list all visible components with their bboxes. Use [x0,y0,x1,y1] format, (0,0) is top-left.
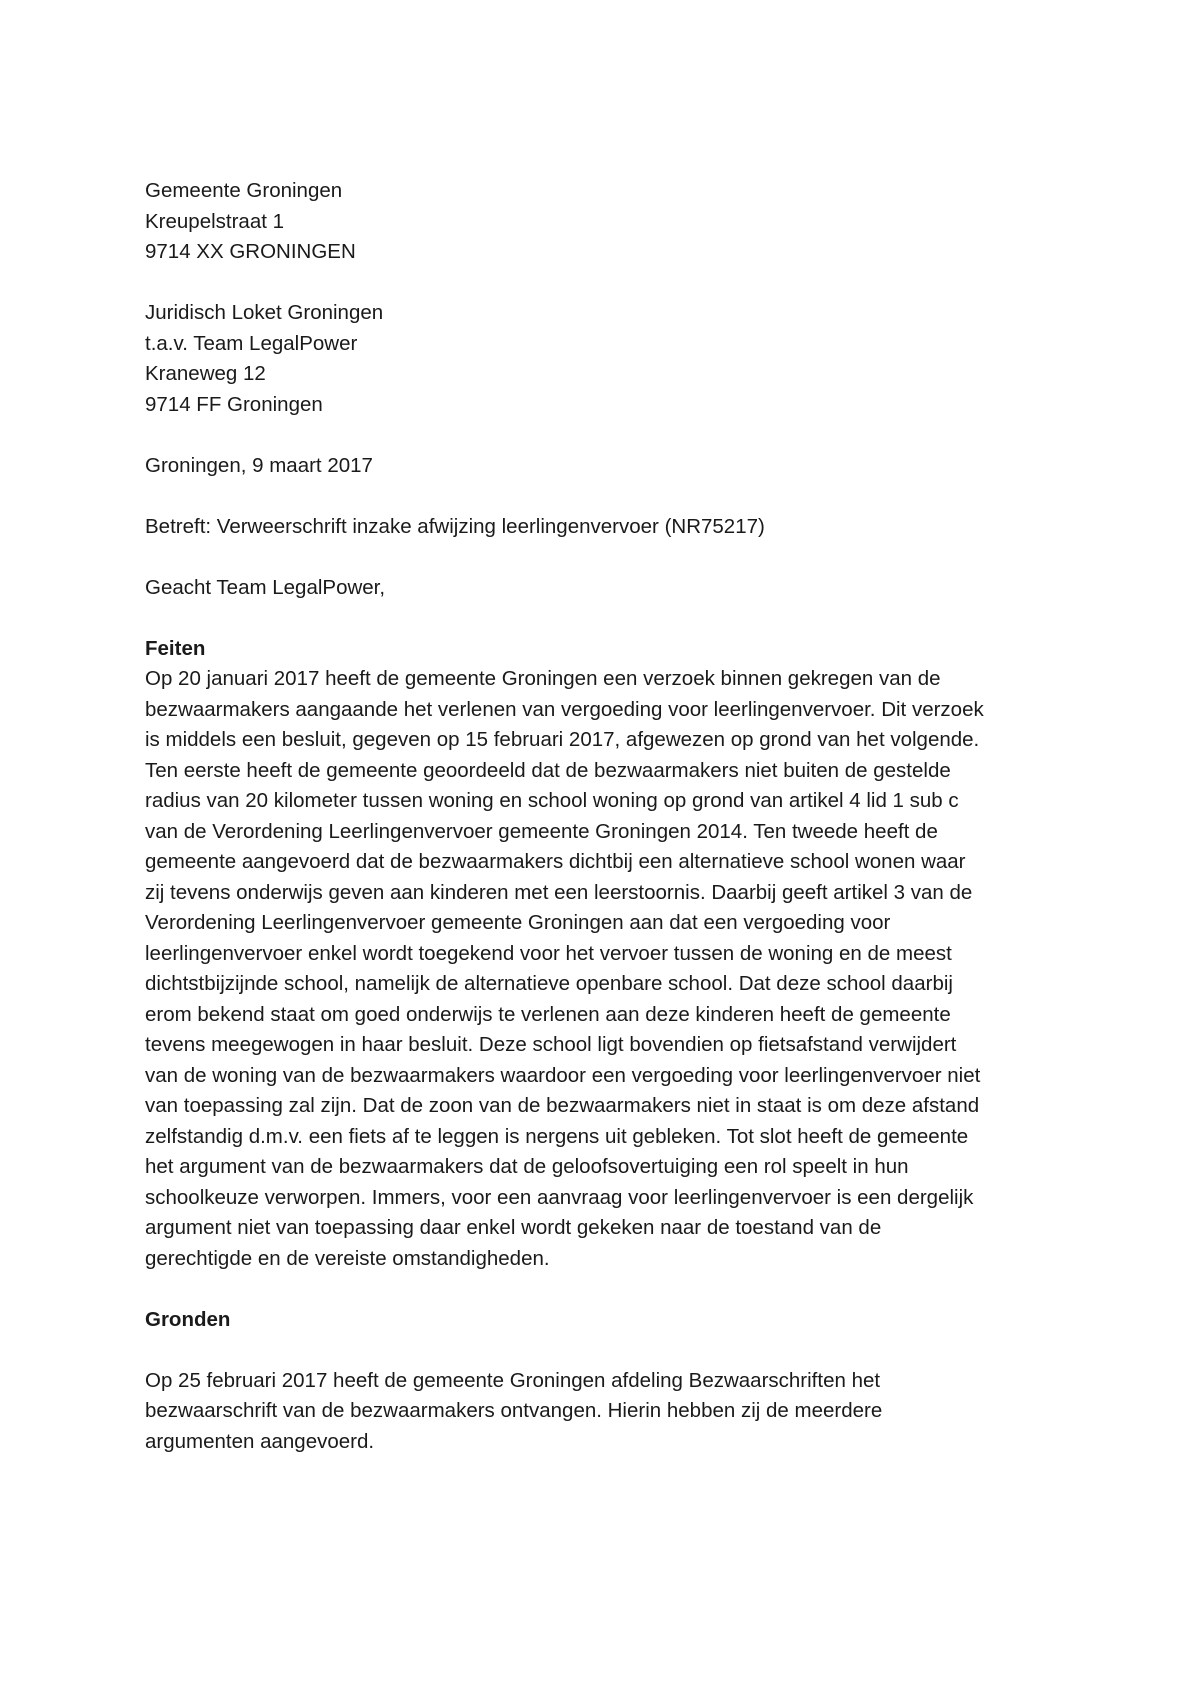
recipient-postal-city: 9714 FF Groningen [145,392,323,416]
spacer [145,1274,1065,1305]
paragraph-line: zelfstandig d.m.v. een fiets af te leggen is nergens uit gebleken. Tot slot heeft de gemeente [145,1124,969,1148]
paragraph-line: is middels een besluit, gegeven op 15 februari 2017, afgewezen op grond van het volgende. [145,728,980,751]
paragraph-line: Ten eerste heeft de gemeente geoordeeld dat de bezwaarmakers niet buiten de gestelde [145,758,951,782]
spacer [145,542,1065,573]
sender-address [145,176,1065,268]
spacer [145,603,1065,634]
paragraph-line: argument niet van toepassing daar enkel wordt gekeken naar de toestand van de [145,1216,882,1239]
paragraph-line: van toepassing zal zijn. Dat de zoon van de bezwaarmakers niet in staat is om deze afstand [145,1094,980,1117]
date-line: Groningen, 9 maart 2017 [145,453,373,477]
paragraph-line: radius van 20 kilometer tussen woning en school woning op grond van artikel 4 lid 1 sub c [145,789,959,812]
feiten-heading: Feiten [145,636,206,660]
paragraph-line: zij tevens onderwijs geven aan kinderen met een leerstoornis. Daarbij geeft artikel 3 van de [145,880,973,904]
letter-page [145,176,1065,1457]
paragraph-line: het argument van de bezwaarmakers dat de geloofsovertuiging een rol speelt in hun [145,1155,909,1178]
recipient-address [145,298,1065,420]
sender-name: Gemeente Groningen [145,179,343,202]
paragraph-line: argumenten aangevoerd. [145,1429,375,1453]
paragraph-line: schoolkeuze verworpen. Immers, voor een aanvraag voor leerlingenvervoer is een dergelijk [145,1185,974,1209]
paragraph-line: van de Verordening Leerlingenvervoer gemeente Groningen 2014. Ten tweede heeft de [145,819,938,843]
paragraph-line: bezwaarschrift van de bezwaarmakers ontvangen. Hierin hebben zij de meerdere [145,1399,883,1422]
feiten-section [145,634,1065,1275]
feiten-paragraph [145,664,1065,1274]
paragraph-line: Verordening Leerlingenvervoer gemeente Groningen aan dat een vergoeding voor [145,911,891,934]
paragraph-line: Op 20 januari 2017 heeft de gemeente Groningen een verzoek binnen gekregen van de [145,667,941,690]
salutation: Geacht Team LegalPower, [145,575,386,599]
paragraph-line: erom bekend staat om goed onderwijs te verlenen aan deze kinderen heeft de gemeente [145,1002,951,1026]
sender-postal-city: 9714 XX GRONINGEN [145,240,356,263]
paragraph-line: gerechtigde en de vereiste omstandigheden. [145,1246,550,1270]
paragraph-line: Op 25 februari 2017 heeft de gemeente Groningen afdeling Bezwaarschriften het [145,1368,881,1392]
paragraph-line: van de woning van de bezwaarmakers waardoor een vergoeding voor leerlingenvervoer niet [145,1063,981,1087]
paragraph-line: tevens meegewogen in haar besluit. Deze school ligt bovendien op fietsafstand verwijdert [145,1033,957,1056]
sender-street: Kreupelstraat 1 [145,209,285,233]
recipient-attention: t.a.v. Team LegalPower [145,331,358,355]
recipient-name: Juridisch Loket Groningen [145,301,384,324]
spacer [145,420,1065,451]
spacer [145,268,1065,299]
gronden-paragraph [145,1366,1065,1458]
recipient-street: Kraneweg 12 [145,362,266,385]
paragraph-line: leerlingenvervoer enkel wordt toegekend voor het vervoer tussen de woning en de meest [145,941,952,965]
paragraph-line: bezwaarmakers aangaande het verlenen van vergoeding voor leerlingenvervoer. Dit verzoek [145,697,984,721]
spacer [145,481,1065,512]
gronden-section [145,1305,1065,1458]
gronden-heading: Gronden [145,1307,231,1331]
paragraph-line: dichtstbijzijnde school, namelijk de alternatieve openbare school. Dat deze school daarbij [145,972,953,995]
spacer [145,1335,1065,1366]
subject-line: Betreft: Verweerschrift inzake afwijzing leerlingenvervoer (NR75217) [145,514,765,538]
paragraph-line: gemeente aangevoerd dat de bezwaarmakers dichtbij een alternatieve school wonen waar [145,850,966,873]
